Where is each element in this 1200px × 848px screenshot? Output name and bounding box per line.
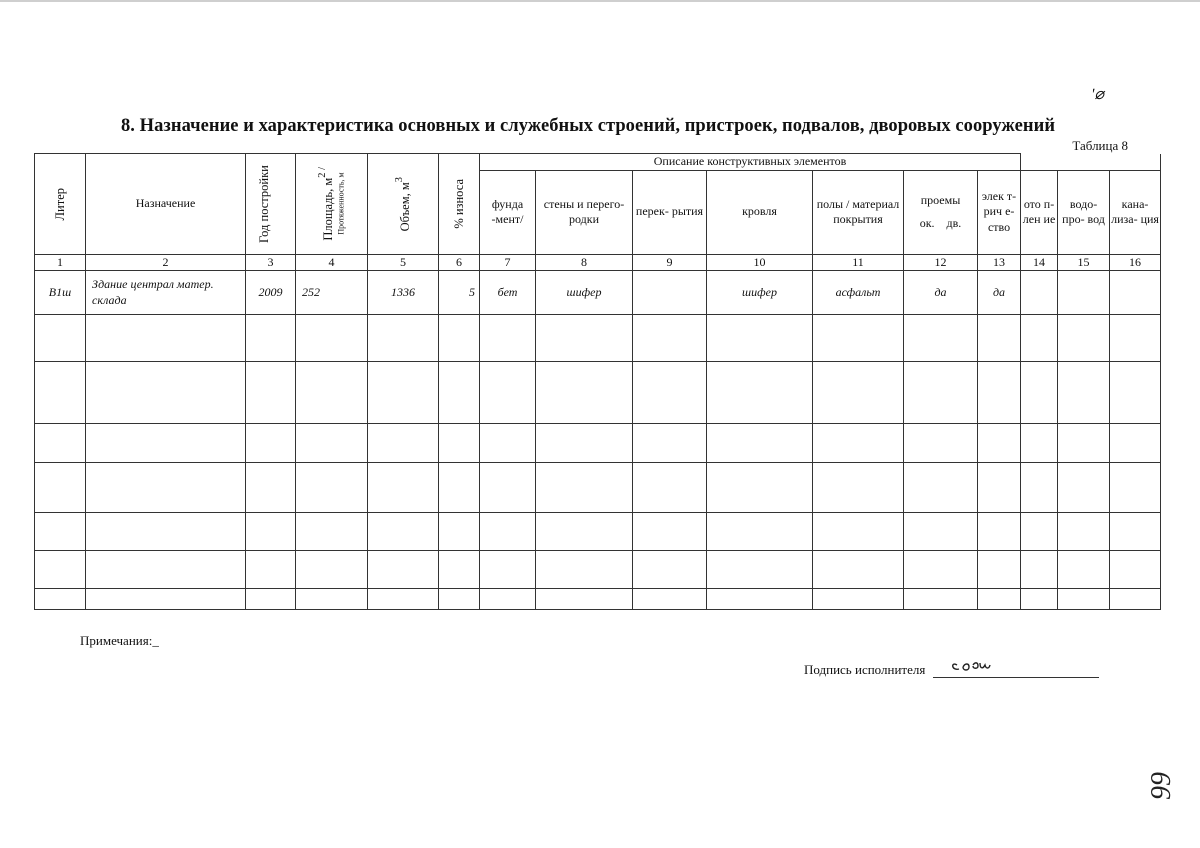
header-blank xyxy=(1021,154,1058,171)
table-row xyxy=(35,513,1161,551)
header-area: Площадь, $м^{2 /}$ Протяженность, м xyxy=(296,154,368,255)
table-row xyxy=(35,463,1161,513)
notes-label: Примечания:_ xyxy=(80,633,159,648)
table-row xyxy=(35,589,1161,610)
cell-sewer xyxy=(1110,271,1161,315)
header-heating: ото п- лен ие xyxy=(1021,170,1058,254)
column-number: 6 xyxy=(439,254,480,271)
cell-wear: 5 xyxy=(439,271,480,315)
column-number: 9 xyxy=(633,254,707,271)
signature-block xyxy=(804,662,1099,678)
header-liter: Литер xyxy=(35,154,86,255)
cell-water xyxy=(1058,271,1110,315)
table-row xyxy=(35,271,1161,315)
cell-roof: шифер xyxy=(707,271,813,315)
header-electric: элек т- рич е- ство xyxy=(978,170,1021,254)
column-number: 3 xyxy=(246,254,296,271)
cell-volume: 1336 xyxy=(368,271,439,315)
column-number: 1 xyxy=(35,254,86,271)
column-number: 10 xyxy=(707,254,813,271)
cell-area: 252 xyxy=(296,271,368,315)
column-number: 13 xyxy=(978,254,1021,271)
pen-tick-mark: ʹ⌀ xyxy=(1090,86,1104,103)
header-structural-group: Описание конструктивных элементов xyxy=(480,154,1021,171)
header-floor-cover: полы / материал покрытия xyxy=(813,170,904,254)
header-openings: проемы ок. дв. xyxy=(904,170,978,254)
header-purpose: Назначение xyxy=(86,154,246,255)
cell-foundation: бет xyxy=(480,271,536,315)
column-number: 2 xyxy=(86,254,246,271)
characteristics-table xyxy=(34,153,1161,610)
column-number: 16 xyxy=(1110,254,1161,271)
cell-purpose: Здание централ матер. склада xyxy=(86,271,246,315)
header-foundation: фунда -мент/ xyxy=(480,170,536,254)
cell-walls: шифер xyxy=(536,271,633,315)
column-number: 12 xyxy=(904,254,978,271)
header-walls: стены и перего- родки xyxy=(536,170,633,254)
column-number: 15 xyxy=(1058,254,1110,271)
table-label: Таблица 8 xyxy=(1072,138,1128,153)
table-row xyxy=(35,551,1161,589)
cell-openings: да xyxy=(904,271,978,315)
signature-label: Подпись исполнителя xyxy=(804,662,926,677)
table-row xyxy=(35,362,1161,424)
signature-line xyxy=(933,663,1099,678)
column-number: 14 xyxy=(1021,254,1058,271)
cell-year: 2009 xyxy=(246,271,296,315)
header-volume: Объем, $м^3$ xyxy=(368,154,439,255)
handwritten-page-number: 99 xyxy=(1146,772,1177,800)
table-row xyxy=(35,315,1161,362)
header-roof: кровля xyxy=(707,170,813,254)
cell-electric: да xyxy=(978,271,1021,315)
cell-liter: В1ш xyxy=(35,271,86,315)
column-number-row xyxy=(35,254,1161,271)
header-wear: % износа xyxy=(439,154,480,255)
header-blank xyxy=(1058,154,1110,171)
header-sewer: кана- лиза- ция xyxy=(1110,170,1161,254)
header-blank xyxy=(1110,154,1161,171)
column-number: 11 xyxy=(813,254,904,271)
header-water: водо- про- вод xyxy=(1058,170,1110,254)
cell-floors xyxy=(633,271,707,315)
page-title: 8. Назначение и характеристика основных и служебных строений, пристроек, подвалов, дворовых сооружений xyxy=(121,116,1056,136)
table-row xyxy=(35,424,1161,463)
column-number: 8 xyxy=(536,254,633,271)
handwritten-signature xyxy=(949,657,1013,673)
column-number: 5 xyxy=(368,254,439,271)
column-number: 7 xyxy=(480,254,536,271)
column-number: 4 xyxy=(296,254,368,271)
cell-floor-cover: асфальт xyxy=(813,271,904,315)
header-floors: перек- рытия xyxy=(633,170,707,254)
cell-heating xyxy=(1021,271,1058,315)
header-year: Год постройки xyxy=(246,154,296,255)
